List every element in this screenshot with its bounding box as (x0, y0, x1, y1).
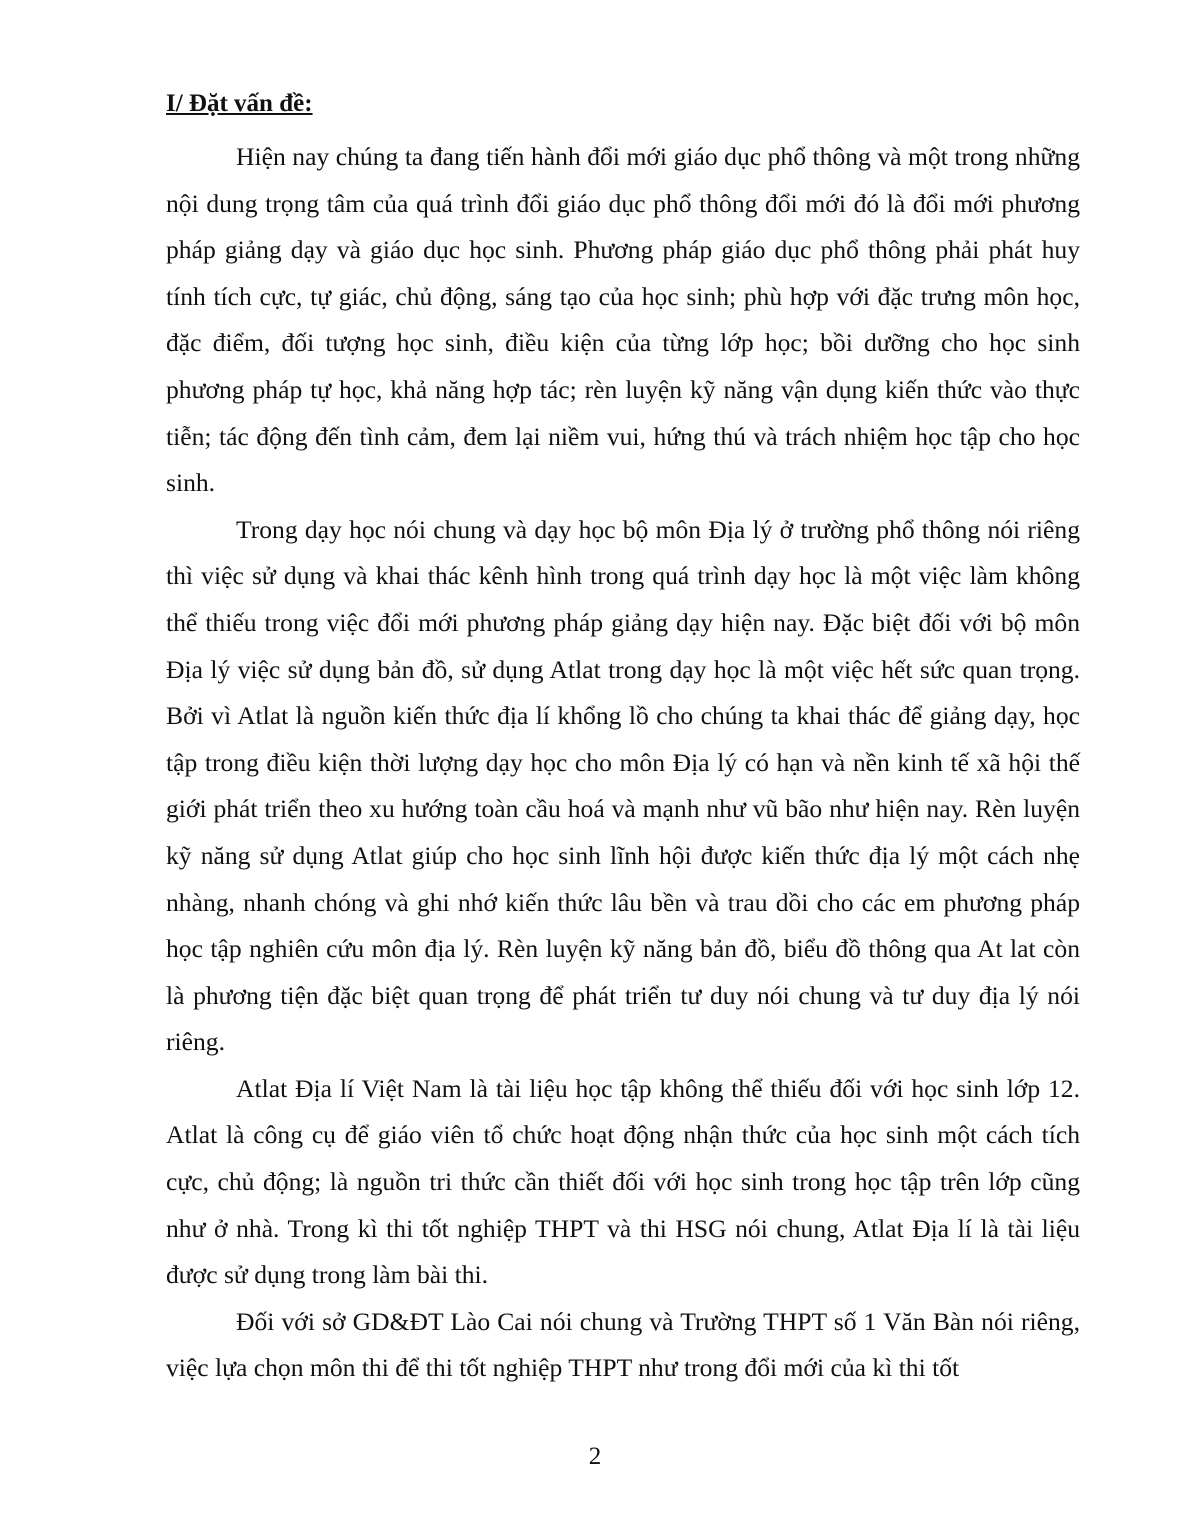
page-number: 2 (588, 1443, 602, 1470)
paragraph-4: Đối với sở GD&ĐT Lào Cai nói chung và Trường THPT số 1 Văn Bàn nói riêng, việc lựa chọn môn thi để thi tốt nghiệp THPT như trong đổi mới của kì thi tốt (166, 1306, 1080, 1383)
paragraph-1: Hiện nay chúng ta đang tiến hành đổi mới giáo dục phổ thông và một trong những nội dung trọng tâm của quá trình đổi giáo dục phổ thông đổi mới đó là đổi mới phương pháp giảng dạy và giáo dục học sinh. Phương pháp giáo dục phổ thông phải phát huy tính tích cực, tự giác, chủ động, sáng tạo của học sinh; phù hợp với đặc trưng môn học, đặc điểm, đối tượng học sinh, điều kiện của từng lớp học; bồi dưỡng cho học sinh phương pháp tự học, khả năng hợp tác; rèn luyện kỹ năng vận dụng kiến thức vào thực tiễn; tác động đến tình cảm, đem lại niềm vui, hứng thú và trách nhiệm học tập cho học sinh. (166, 142, 1080, 498)
section-heading: I/ Đặt vấn đề: (166, 90, 313, 117)
page-content (166, 88, 1080, 1392)
paragraph-2: Trong dạy học nói chung và dạy học bộ môn Địa lý ở trường phổ thông nói riêng thì việc sử dụng và khai thác kênh hình trong quá trình dạy học là một việc làm không thể thiếu trong việc đổi mới phương pháp giảng dạy hiện nay. Đặc biệt đối với bộ môn Địa lý việc sử dụng bản đồ, sử dụng Atlat trong dạy học là một việc hết sức quan trọng. Bởi vì Atlat là nguồn kiến thức địa lí khổng lồ cho chúng ta khai thác để giảng dạy, học tập trong điều kiện thời lượng dạy học cho môn Địa lý có hạn và nền kinh tế xã hội thế giới phát triển theo xu hướng toàn cầu hoá và mạnh như vũ bão như hiện nay. Rèn luyện kỹ năng sử dụng Atlat giúp cho học sinh lĩnh hội được kiến thức địa lý một cách nhẹ nhàng, nhanh chóng và ghi nhớ kiến thức lâu bền và trau dồi cho các em phương pháp học tập nghiên cứu môn địa lý. Rèn luyện kỹ năng bản đồ, biểu đồ thông qua At lat còn là phương tiện đặc biệt quan trọng để phát triển tư duy nói chung và tư duy địa lý nói riêng. (166, 514, 1080, 1057)
paragraph-3: Atlat Địa lí Việt Nam là tài liệu học tập không thể thiếu đối với học sinh lớp 12. Atlat là công cụ để giáo viên tổ chức hoạt động nhận thức của học sinh một cách tích cực, chủ động; là nguồn tri thức cần thiết đối với học sinh trong học tập trên lớp cũng như ở nhà. Trong kì thi tốt nghiệp THPT và thi HSG nói chung, Atlat Địa lí là tài liệu được sử dụng trong làm bài thi. (166, 1073, 1080, 1290)
